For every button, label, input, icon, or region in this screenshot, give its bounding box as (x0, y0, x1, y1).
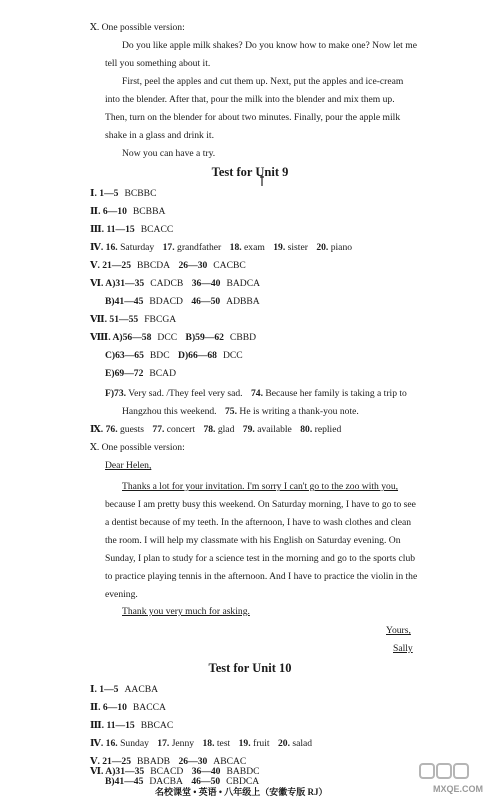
page-footer: 名校课堂 • 英语 • 八年级上（安徽专版 RJ） (155, 787, 328, 797)
watermark-text: MXQE.COM (432, 784, 484, 794)
letter-line: the room. I will help my classmate with his English on Saturday evening. On (105, 535, 401, 546)
essay-line: Do you like apple milk shakes? Do you know how to make one? Now let me (122, 40, 417, 51)
essay-line: shake in a glass and drink it. (105, 130, 214, 141)
unit-10-title: Test for Unit 10 (208, 661, 292, 675)
answer-row: Ⅲ. 11—15 BCACC (90, 224, 174, 235)
answer-row: Ⅵ. A)31—35 CADCB 36—40 BADCA (90, 278, 261, 289)
answer-row: Ⅱ. 6—10 BACCA (90, 702, 166, 713)
essay-line: First, peel the apples and cut them up. Next, put the apples and ice-cream (122, 76, 404, 87)
answer-row: Ⅵ. A)31—35 BCACD 36—40 BABDC (90, 766, 260, 777)
essay-line: Now you can have a try. (122, 148, 216, 159)
answer-row: C)63—65 BDC D)66—68 DCC (105, 350, 243, 361)
answer-row: Ⅷ. A)56—58 DCC B)59—62 CBBD (90, 332, 257, 343)
answer-row: Ⅳ. 16. Saturday 17. grandfather 18. exam 19. sister 20. piano (90, 242, 353, 253)
letter-yours: Yours, (386, 625, 411, 636)
letter-line: because I am pretty busy this weekend. On Saturday morning, I have to go to see (105, 499, 416, 510)
section-x-intro: Ⅹ. One possible version: (90, 442, 185, 453)
answer-row: E)69—72 BCAD (105, 368, 177, 379)
watermark-logo (418, 762, 492, 796)
answer-row: Ⅳ. 16. Sunday 17. Jenny 18. test 19. fruit 20. salad (90, 738, 313, 749)
essay-line: into the blender. After that, pour the milk into the blender and mix them up. (105, 94, 395, 105)
letter-line: to practice playing tennis in the afternoon. And I have to practice the violin in the (105, 571, 418, 582)
answer-row: Hangzhou this weekend. 75. He is writing a thank-you note. (122, 406, 359, 417)
letter-line: Thanks a lot for your invitation. I'm sorry I can't go to the zoo with you, (122, 481, 399, 492)
letter-signature: Sally (393, 643, 413, 654)
answer-row: Ⅰ. 1—5 BCBBC (90, 188, 157, 199)
answer-row: Ⅴ. 21—25 BBCDA 26—30 CACBC (90, 260, 246, 271)
answer-row: Ⅸ. 76. guests 77. concert 78. glad 79. available 80. replied (90, 424, 342, 435)
answer-row: Ⅶ. 51—55 FBCGA (90, 314, 177, 325)
answer-row: B)41—45 DACBA 46—50 CBDCA (105, 776, 260, 787)
letter-line: evening. (105, 589, 138, 600)
answer-row: Ⅲ. 11—15 BBCAC (90, 720, 174, 731)
answer-row: F)73. Very sad. /They feel very sad. 74. Because her family is taking a trip to (105, 388, 407, 399)
answer-row: Ⅴ. 21—25 BBADB 26—30 ABCAC (90, 756, 247, 767)
section-x-intro: Ⅹ. One possible version: (90, 22, 185, 33)
essay-line: tell you something about it. (105, 58, 211, 69)
letter-salutation: Dear Helen, (105, 460, 152, 471)
answer-row: Ⅱ. 6—10 BCBBA (90, 206, 166, 217)
answer-row: Ⅰ. 1—5 AACBA (90, 684, 159, 695)
letter-line: a dentist because of my teeth. In the afternoon, I have to wash clothes and clean (105, 517, 412, 528)
letter-line: Sunday, I plan to study for a science test in the morning and go to the sports club (105, 553, 416, 564)
answer-row: B)41—45 BDACD 46—50 ADBBA (105, 296, 260, 307)
letter-closing: Thank you very much for asking. (122, 606, 250, 617)
unit-9-title: Test for Unit 9 (211, 165, 289, 179)
essay-line: Then, turn on the blender for about two minutes. Finally, pour the apple milk (105, 112, 401, 123)
pen-mark-icon (258, 174, 266, 188)
